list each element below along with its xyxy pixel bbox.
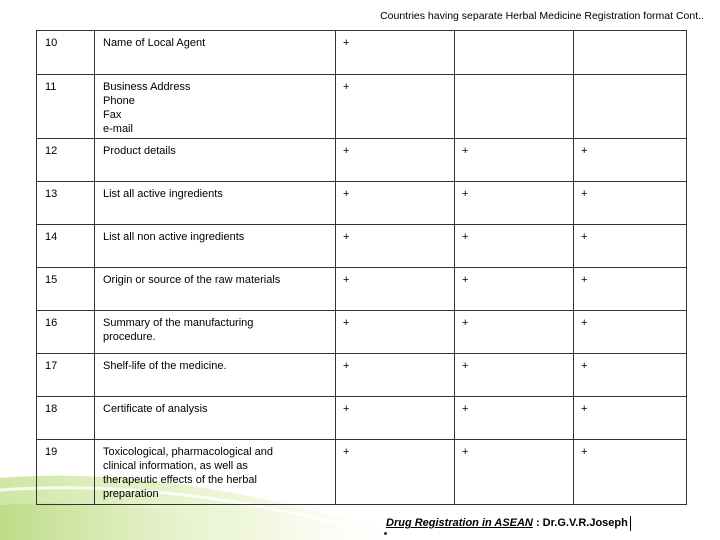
row-number: 14 (37, 225, 95, 268)
footer-title: Drug Registration in ASEAN (386, 517, 533, 529)
cell-country-c: + (574, 311, 687, 354)
cell-country-c: + (574, 182, 687, 225)
cell-country-a: + (336, 31, 455, 75)
cell-country-c: + (574, 225, 687, 268)
cell-country-a: + (336, 397, 455, 440)
cell-country-a: + (336, 225, 455, 268)
row-item: Certificate of analysis (95, 397, 336, 440)
row-item: Name of Local Agent (95, 31, 336, 75)
row-number: 19 (37, 440, 95, 505)
cell-country-a: + (336, 75, 455, 139)
table-row (37, 139, 687, 182)
cell-country-b: + (455, 182, 574, 225)
cell-country-c: + (574, 268, 687, 311)
table-row (37, 397, 687, 440)
footer-author: : Dr.G.V.R.Joseph (532, 517, 628, 529)
cell-country-a: + (336, 440, 455, 505)
cell-country-c: + (574, 139, 687, 182)
row-number: 18 (37, 397, 95, 440)
table-row (37, 440, 687, 505)
row-item: List all active ingredients (95, 182, 336, 225)
row-item: Toxicological, pharmacological and clinical information, as well as therapeutic effects of the herbal preparation (95, 440, 336, 505)
row-item: Product details (95, 139, 336, 182)
cell-country-a: + (336, 311, 455, 354)
table-row (37, 182, 687, 225)
cell-country-b (455, 31, 574, 75)
page-title: Countries having separate Herbal Medicine Registration format Cont.. (380, 10, 704, 22)
row-number: 10 (37, 31, 95, 75)
footer-credit (386, 516, 631, 531)
footer-bullet (384, 532, 387, 535)
row-number: 11 (37, 75, 95, 139)
cell-country-a: + (336, 182, 455, 225)
row-number: 16 (37, 311, 95, 354)
table-row (37, 354, 687, 397)
registration-format-table (36, 30, 687, 505)
cell-country-c: + (574, 440, 687, 505)
cell-country-b: + (455, 311, 574, 354)
cell-country-c: + (574, 397, 687, 440)
row-number: 12 (37, 139, 95, 182)
row-number: 15 (37, 268, 95, 311)
row-item: Origin or source of the raw materials (95, 268, 336, 311)
cell-country-a: + (336, 354, 455, 397)
cell-country-b: + (455, 354, 574, 397)
table-row (37, 268, 687, 311)
table-row (37, 311, 687, 354)
cell-country-c: + (574, 354, 687, 397)
cell-country-b: + (455, 397, 574, 440)
cell-country-b: + (455, 268, 574, 311)
table-row (37, 75, 687, 139)
table-row (37, 31, 687, 75)
row-item: Shelf-life of the medicine. (95, 354, 336, 397)
cell-country-a: + (336, 139, 455, 182)
row-item: Business Address Phone Fax e-mail (95, 75, 336, 139)
table-row (37, 225, 687, 268)
row-number: 17 (37, 354, 95, 397)
row-item: Summary of the manufacturing procedure. (95, 311, 336, 354)
cell-country-b: + (455, 139, 574, 182)
cell-country-c (574, 75, 687, 139)
row-number: 13 (37, 182, 95, 225)
cell-country-c (574, 31, 687, 75)
cell-country-a: + (336, 268, 455, 311)
cell-country-b: + (455, 440, 574, 505)
row-item: List all non active ingredients (95, 225, 336, 268)
cell-country-b (455, 75, 574, 139)
cell-country-b: + (455, 225, 574, 268)
